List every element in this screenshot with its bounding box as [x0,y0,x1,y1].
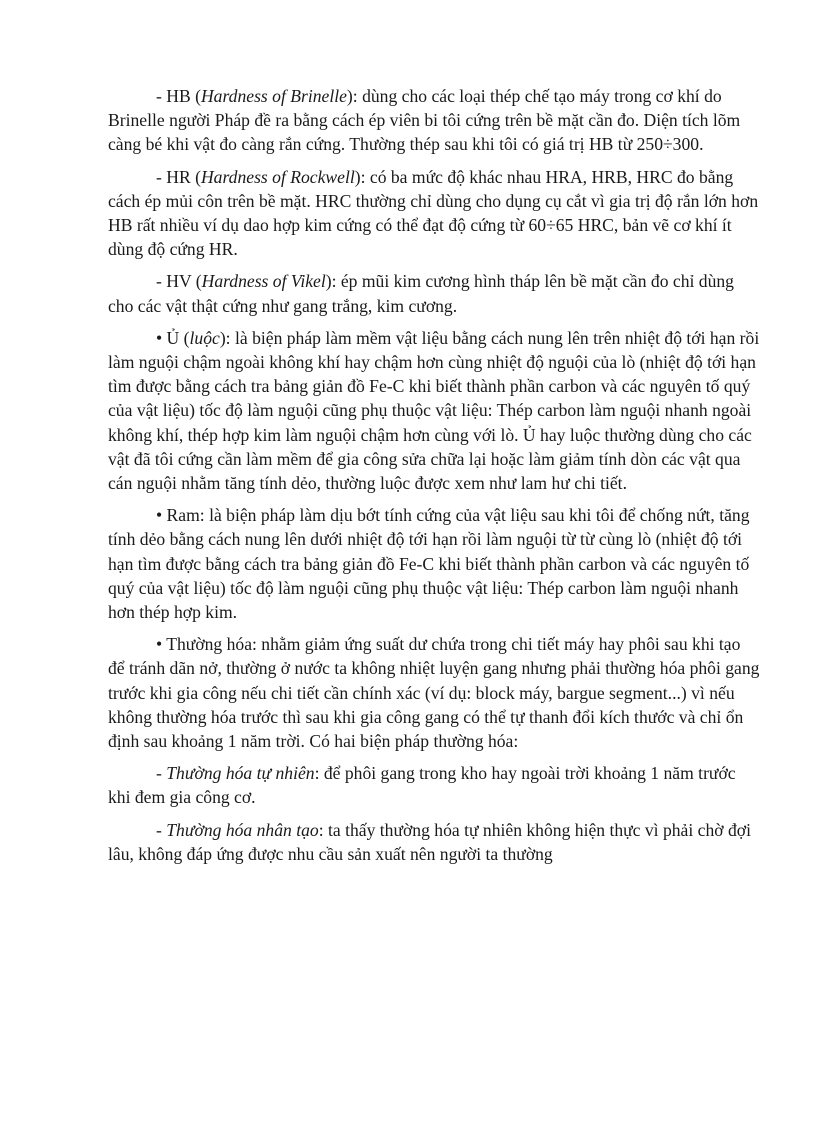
text-run-italic: Hardness of Vikel [201,271,326,292]
text-run: ): ép mũi kim cương hình tháp lên bề mặt cần đo chỉ dùng cho các vật thật cứng như gang trắng, kim cương. [108,271,734,316]
text-run: - [156,763,167,784]
paragraph-thuong-hoa-tu-nhien [108,761,760,809]
paragraph-thuong-hoa-nhan-tao [108,818,760,866]
text-run: • Ram: là biện pháp làm dịu bớt tính cứng của vật liệu sau khi tôi để chống nứt, tăng tính dẻo bằng cách nung lên dưới nhiệt độ tới hạn rồi làm nguội từ từ cùng lò (nhiệt độ tới hạn tìm được bằng cách tra bảng giản đồ Fe-C khi biết thành phần carbon và các nguyên tố quý của vật liệu) tốc độ làm nguội cũng phụ thuộc vật liệu: Thép carbon làm nguội nhanh hơn thép hợp kim. [108,505,750,623]
text-run-italic: Hardness of Rockwell [200,166,355,187]
text-run-italic: luộc [189,327,220,348]
text-run: - HR ( [156,166,201,187]
text-run-italic: Thường hóa tự nhiên [166,763,315,784]
paragraph-thuong-hoa [108,632,760,753]
text-run: - [156,819,167,840]
text-run: - HV ( [156,271,202,292]
text-run: • Thường hóa: nhằm giảm ứng suất dư chứa trong chi tiết máy hay phôi sau khi tạo để tránh dãn nở, thường ở nước ta không nhiệt luyện gang nhưng phải thường hóa phôi gang trước khi gia công nếu chi tiết cần chính xác (ví dụ: block máy, bargue segment...) vì nếu không thường hóa trước thì sau khi gia công gang có thể tự thanh đổi kích thước và chỉ ổn định sau khoảng 1 năm trời. Có hai biện pháp thường hóa: [108,634,760,752]
text-run: ): là biện pháp làm mềm vật liệu bằng cách nung lên trên nhiệt độ tới hạn rồi làm nguội chậm ngoài không khí hay chậm hơn cùng nhiệt độ nguội của lò (nhiệt độ tới hạn tìm được bằng cách tra bảng giản đồ Fe-C khi biết thành phần carbon và các nguyên tố quý của vật liệu) tốc độ làm nguội cũng phụ thuộc vật liệu: Thép carbon làm nguội nhanh ngoài không khí, thép hợp kim làm nguội chậm hơn cùng với lò. Ủ hay luộc thường dùng cho các vật đã tôi cứng cần làm mềm để gia công sửa chữa lại hoặc làm giảm tính dòn các vật qua cán nguội nhằm tăng tính dẻo, thường luộc được xem như lam hư chi tiết. [108,327,760,494]
text-run: : để phôi gang trong kho hay ngoài trời khoảng 1 năm trước khi đem gia công cơ. [108,763,736,808]
text-run: ): dùng cho các loại thép chế tạo máy trong cơ khí do Brinelle người Pháp đề ra bằng cách ép viên bi tôi cứng trên bề mặt cần đo. Diện tích lõm càng bé khi vật đo càng rắn cứng. Thường thép sau khi tôi có giá trị HB từ 250÷300. [108,86,741,155]
text-run: ): có ba mức độ khác nhau HRA, HRB, HRC đo bằng cách ép mủi côn trên bề mặt. HRC thường chỉ dùng cho dụng cụ cắt vì gia trị độ rắn lớn hơn HB rất nhiều ví dụ dao hợp kim cứng có thể đạt độ cứng từ 60÷65 HRC, bản vẽ cơ khí ít dùng độ cứng HR. [108,166,759,260]
paragraph-u-luoc [108,326,760,495]
text-run: - HB ( [156,86,201,106]
text-run-italic: Hardness of Brinelle [200,86,347,106]
text-run: : ta thấy thường hóa tự nhiên không hiện thực vì phải chờ đợi lâu, không đáp ứng được nhu cầu sản xuất nên người ta thường [108,819,751,864]
paragraph-hv [108,269,760,317]
paragraph-hr [108,165,760,262]
paragraph-ram [108,503,760,624]
paragraph-hb [108,84,760,157]
text-run: • Ủ ( [156,327,190,348]
text-run-italic: Thường hóa nhân tạo [166,819,319,840]
